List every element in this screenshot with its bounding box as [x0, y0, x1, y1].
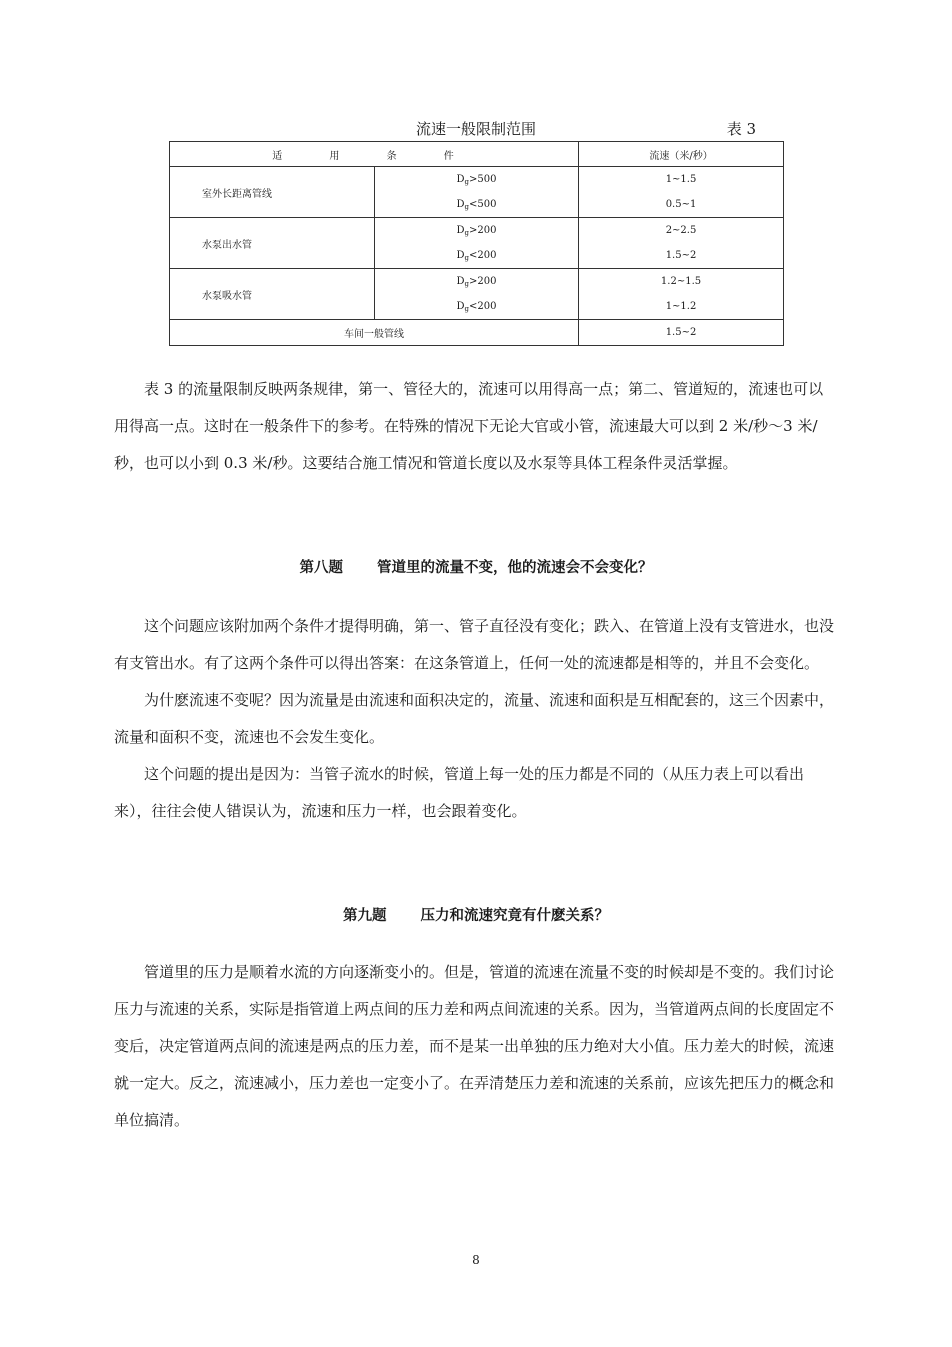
group-name: 水泵吸水管 [170, 269, 375, 320]
paragraph: 管道里的压力是顺着水流的方向逐渐变小的。但是，管道的流速在流量不变的时候却是不变的。我们讨论压力与流速的关系，实际是指管道上两点间的压力差和两点间流速的关系。因为，当管道两点间的长度固定不变后，决定管道两点间的流速是两点的压力差，而不是某一出单独的压力绝对大小值。压力差大的时候，流速就一定大。反之，流速减小，压力差也一定变小了。在弄清楚压力差和流速的关系前，应该先把压力的概念和单位搞清。 [114, 963, 835, 1129]
section-9-label: 第九题 [343, 908, 387, 924]
speed-cell: 2~2.5 [579, 218, 784, 244]
speed-cell: 1.2~1.5 [579, 269, 784, 295]
speed-cell: 1~1.5 [579, 167, 784, 193]
body-section-intro [114, 371, 838, 482]
table-header-row [170, 142, 784, 167]
page-number: 8 [472, 1253, 480, 1267]
condition-cell: $D_g>500$ [375, 167, 579, 193]
table-row [170, 269, 784, 295]
table-row [170, 218, 784, 244]
table-row [170, 167, 784, 193]
section-8-title: 管道里的流量不变，他的流速会不会变化？ [377, 560, 653, 576]
table-number: 表 3 [726, 120, 756, 138]
section-8-heading [114, 556, 838, 577]
group-name: 水泵出水管 [170, 218, 375, 269]
section-8-label: 第八题 [299, 560, 343, 576]
body-section-8 [114, 608, 838, 830]
body-section-9 [114, 954, 838, 1139]
paragraph: 这个问题应该附加两个条件才提得明确，第一、管子直径没有变化；跌入、在管道上没有支管进水，也没有支管出水。有了这两个条件可以得出答案：在这条管道上，任何一处的流速都是相等的，并且不会变化。 [114, 617, 835, 672]
table-row [170, 320, 784, 346]
speed-cell: 1.5~2 [579, 243, 784, 269]
speed-cell: 0.5~1 [579, 192, 784, 218]
section-9-heading [114, 904, 838, 925]
last-row-speed: 1.5~2 [579, 320, 784, 346]
paragraph: 这个问题的提出是因为：当管子流水的时候，管道上每一处的压力都是不同的（从压力表上可以看出来），往往会使人错误认为，流速和压力一样，也会跟着变化。 [114, 765, 805, 820]
last-row-name: 车间一般管线 [170, 320, 579, 346]
condition-cell: $D_g<200$ [375, 294, 579, 320]
header-speed: 流速（米/秒） [579, 142, 784, 167]
flow-speed-table [169, 141, 784, 346]
condition-cell: $D_g>200$ [375, 269, 579, 295]
condition-cell: $D_g>200$ [375, 218, 579, 244]
header-conditions: 适 用 条 件 [170, 142, 579, 167]
section-9-title: 压力和流速究竟有什麽关系？ [420, 908, 609, 924]
condition-cell: $D_g<200$ [375, 243, 579, 269]
paragraph: 为什麽流速不变呢？因为流量是由流速和面积决定的，流量、流速和面积是互相配套的，这三个因素中，流量和面积不变，流速也不会发生变化。 [114, 691, 835, 746]
paragraph: 表 3 的流量限制反映两条规律，第一、管径大的，流速可以用得高一点；第二、管道短的，流速也可以用得高一点。这时在一般条件下的参考。在特殊的情况下无论大官或小管，流速最大可以到 2 米/秒～3 米/秒，也可以小到 0.3 米/秒。这要结合施工情况和管道长度以及水泵等具体工程条件灵活掌握。 [114, 380, 824, 472]
group-name: 室外长距离管线 [170, 167, 375, 218]
speed-cell: 1~1.2 [579, 294, 784, 320]
table-title: 流速一般限制范围 [415, 120, 536, 138]
table-caption [170, 118, 782, 140]
condition-cell: $D_g<500$ [375, 192, 579, 218]
